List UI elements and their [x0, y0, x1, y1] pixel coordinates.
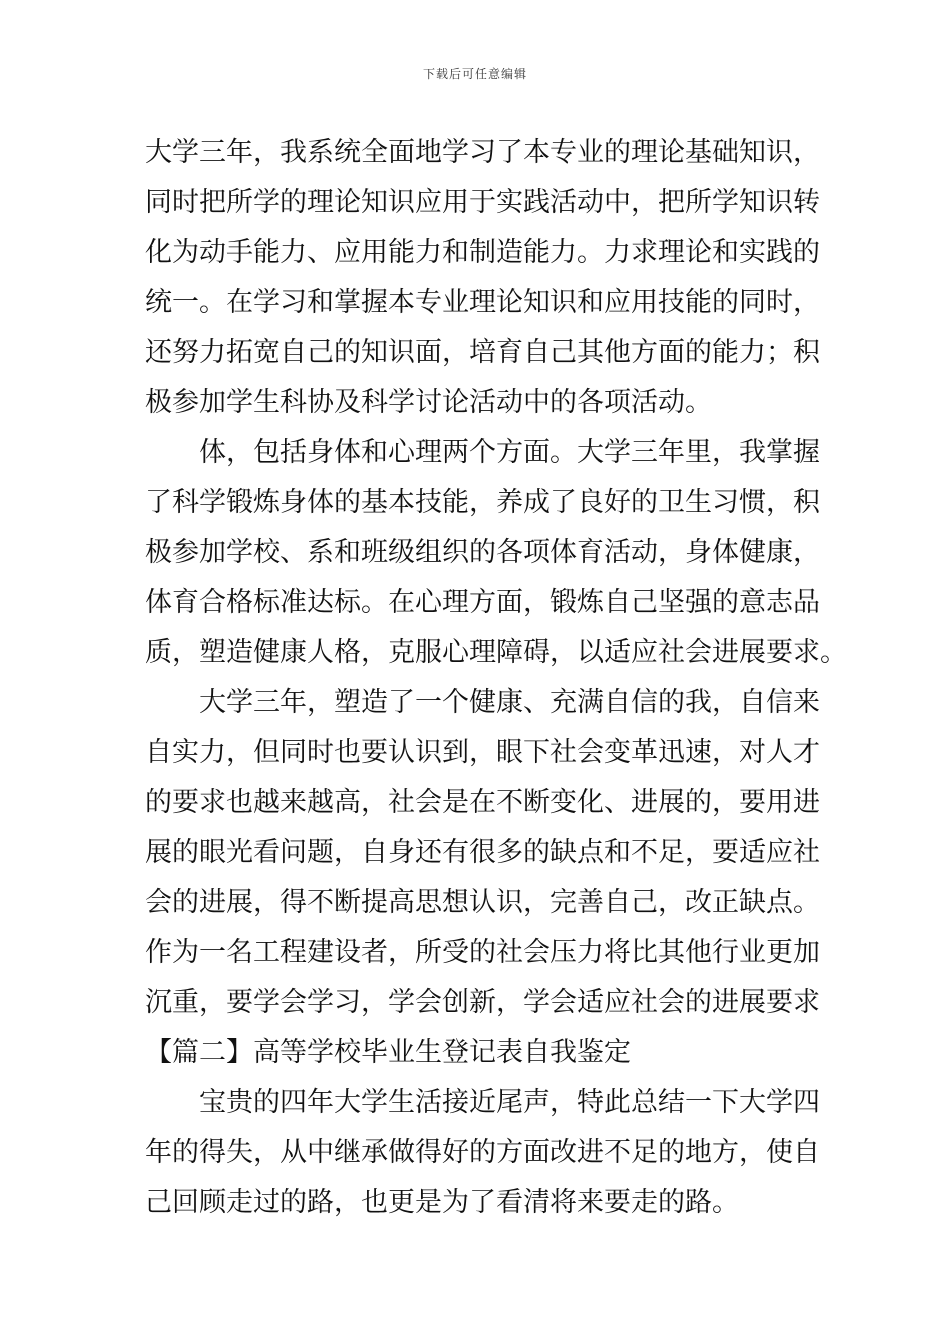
text-line: 年的得失，从中继承做得好的方面改进不足的地方，使自	[145, 1137, 820, 1168]
text-line: 质，塑造健康人格，克服心理障碍，以适应社会进展要求。	[145, 637, 847, 668]
paragraph-first-line: 体，包括身体和心理两个方面。大学三年里，我掌握	[199, 437, 820, 468]
paragraph-first-line: 大学三年，塑造了一个健康、充满自信的我，自信来	[199, 687, 820, 718]
text-line: 还努力拓宽自己的知识面，培育自己其他方面的能力；积	[145, 337, 820, 368]
text-line: 自实力，但同时也要认识到，眼下社会变革迅速，对人才	[145, 737, 820, 768]
text-line: 沉重，要学会学习，学会创新，学会适应社会的进展要求	[145, 987, 820, 1018]
text-line: 己回顾走过的路，也更是为了看清将来要走的路。	[145, 1187, 739, 1218]
header-note: 下载后可任意编辑	[422, 67, 527, 81]
text-line: 了科学锻炼身体的基本技能，养成了良好的卫生习惯，积	[145, 487, 820, 518]
text-line: 极参加学生科协及科学讨论活动中的各项活动。	[145, 387, 712, 418]
section-heading: 【篇二】高等学校毕业生登记表自我鉴定	[145, 1037, 631, 1068]
text-line: 会的进展，得不断提高思想认识，完善自己，改正缺点。	[145, 887, 820, 918]
text-line: 体育合格标准达标。在心理方面，锻炼自己坚强的意志品	[145, 587, 820, 618]
text-line: 大学三年，我系统全面地学习了本专业的理论基础知识，	[145, 137, 820, 168]
text-line: 作为一名工程建设者，所受的社会压力将比其他行业更加	[145, 937, 820, 968]
text-line: 化为动手能力、应用能力和制造能力。力求理论和实践的	[145, 237, 820, 268]
text-line: 的要求也越来越高，社会是在不断变化、进展的，要用进	[145, 787, 820, 818]
text-line: 统一。在学习和掌握本专业理论知识和应用技能的同时，	[145, 287, 820, 318]
text-line: 同时把所学的理论知识应用于实践活动中，把所学知识转	[145, 187, 820, 218]
document-body	[145, 128, 847, 1228]
paragraph-first-line: 宝贵的四年大学生活接近尾声，特此总结一下大学四	[199, 1087, 820, 1118]
text-line: 展的眼光看问题，自身还有很多的缺点和不足，要适应社	[145, 837, 820, 868]
text-line: 极参加学校、系和班级组织的各项体育活动，身体健康，	[145, 537, 820, 568]
